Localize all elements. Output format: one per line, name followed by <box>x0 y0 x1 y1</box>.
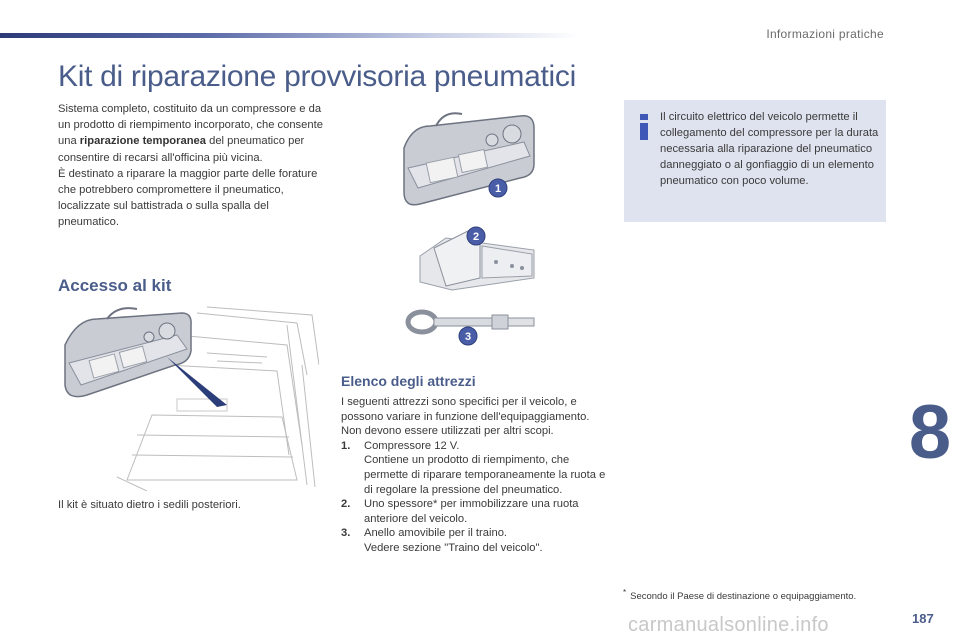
tool-title: Compressore 12 V. <box>364 439 460 452</box>
badge-1 <box>489 179 507 197</box>
badge-2 <box>467 227 485 245</box>
tool-detail: Contiene un prodotto di riempimento, che permette di riparare temporaneamente la ruota e di regolare la pressione del pneumatico. <box>364 454 606 496</box>
tool-number: 2. <box>341 498 351 511</box>
tool-item <box>341 439 609 497</box>
access-heading: Accesso al kit <box>58 276 172 295</box>
svg-text:3: 3 <box>464 331 472 343</box>
access-caption: Il kit è situato dietro i sedili posteriori. <box>58 499 241 511</box>
watermark: carmanualsonline.info <box>628 614 829 636</box>
tool-title: Anello amovibile per il traino. <box>364 527 508 540</box>
intro-text-2: del pneumatico per consentire di recarsi all'officina più vicina. <box>58 135 305 164</box>
page-number: 187 <box>912 611 934 626</box>
tool-text <box>364 526 609 555</box>
info-box <box>624 100 886 222</box>
intro-bold: riparazione temporanea <box>79 135 206 148</box>
tool-number: 3. <box>341 527 351 540</box>
info-text: Il circuito elettrico del veicolo permette il collegamento del compressore per la durata necessaria alla riparazione del pneumatico danneggiato o al gonfiaggio di un elemento pneumatico con poco volume. <box>660 111 879 187</box>
page-title: Kit di riparazione provvisoria pneumatici <box>58 60 576 93</box>
svg-text:2: 2 <box>472 231 480 243</box>
intro-paragraph <box>58 101 323 231</box>
intro-text-3: È destinato a riparare la maggior parte delle forature che potrebbero compromettere il pneumatico, localizzate sul battistrada o sulla spalla del pneumatico. <box>58 167 318 229</box>
tool-text <box>364 439 609 497</box>
chapter-number <box>896 386 960 470</box>
tool-number: 1. <box>341 439 351 452</box>
car-trunk-illustration <box>57 305 319 491</box>
tool-item <box>341 526 609 555</box>
footnote-mark: * <box>623 588 627 597</box>
section-label: Informazioni pratiche <box>766 27 884 41</box>
tool-title: Uno spessore* per immobilizzare una ruota anteriore del veicolo. <box>364 498 579 525</box>
tool-detail: Vedere sezione "Traino del veicolo". <box>364 541 543 554</box>
header-gradient-bar <box>0 33 580 38</box>
svg-text:8: 8 <box>908 390 952 470</box>
footnote-text: Secondo il Paese di destinazione o equipaggiamento. <box>630 591 857 603</box>
intro-text-1: Sistema completo, costituito da un compressore e da un prodotto di riempimento incorporato, che consente una <box>58 103 323 148</box>
wheel-chock-illustration <box>416 226 536 292</box>
tools-heading: Elenco degli attrezzi <box>341 373 476 389</box>
compressor-illustration <box>398 108 544 210</box>
towing-eye-illustration <box>404 306 538 348</box>
info-icon <box>636 114 652 140</box>
svg-text:1: 1 <box>494 183 502 195</box>
footnote <box>623 588 856 602</box>
tools-intro: I seguenti attrezzi sono specifici per il veicolo, e possono variare in funzione dell'equipaggiamento. Non devono essere utilizzati per altri scopi. <box>341 396 590 438</box>
tool-item <box>341 497 609 526</box>
tools-list <box>341 395 609 556</box>
badge-3 <box>459 327 477 345</box>
